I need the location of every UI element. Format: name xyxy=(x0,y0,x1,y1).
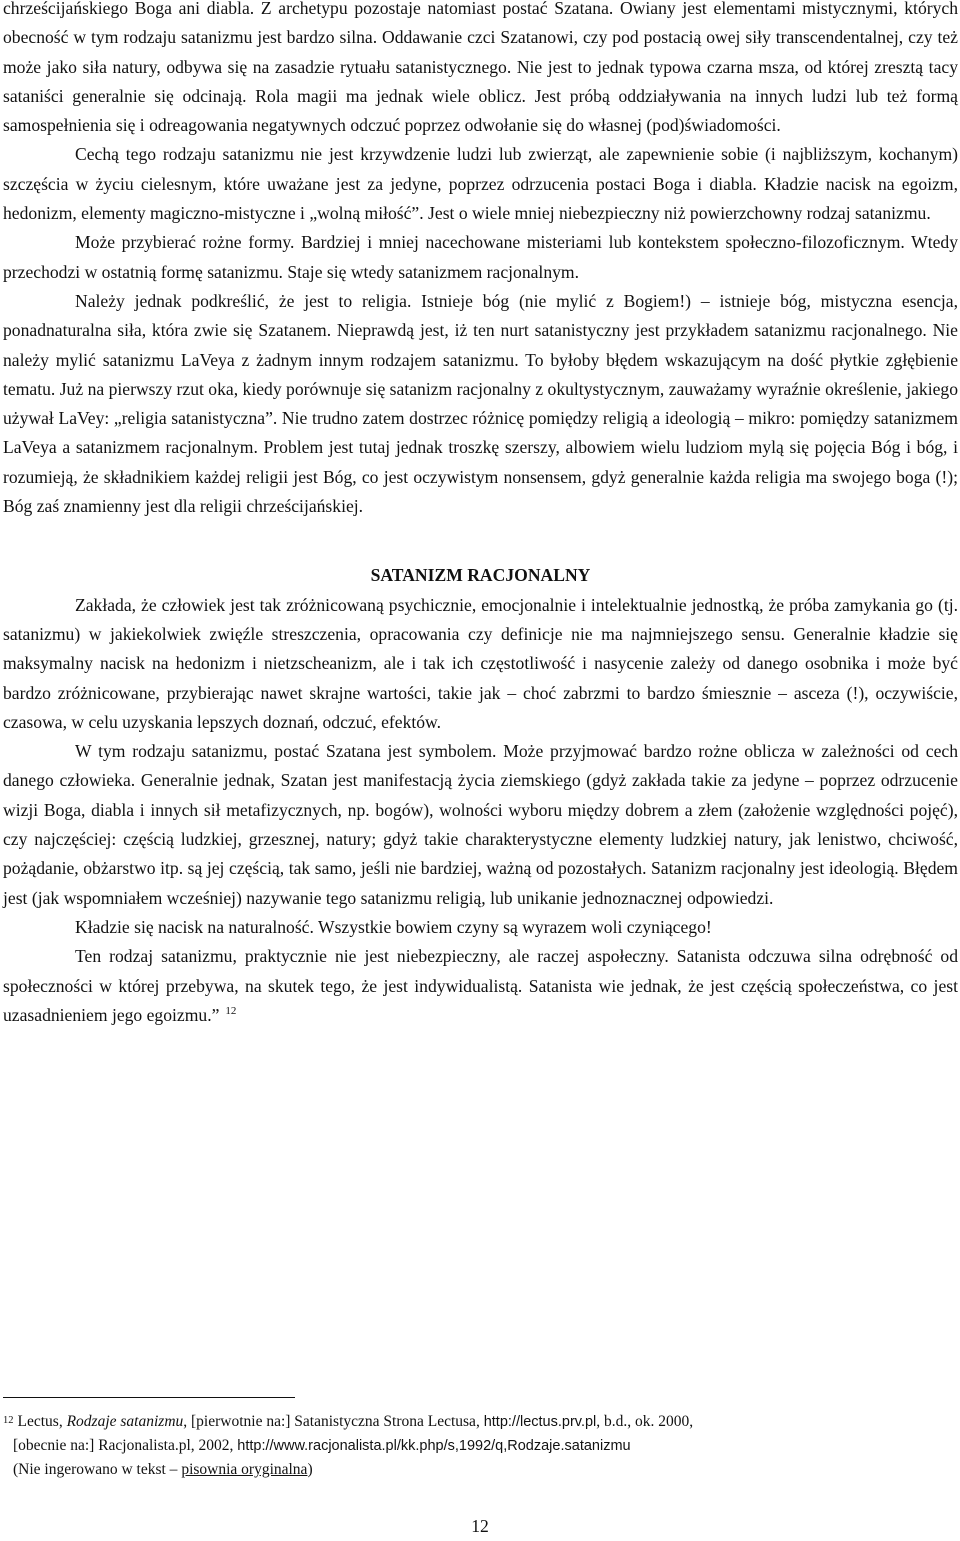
paragraph: Cechą tego rodzaju satanizmu nie jest krzywdzenie ludzi lub zwierząt, ale zapewnienie sobie (i najbliższym, kochanym) szczęścia w życiu cielesnym, które uważane jest za jedyne, poprzez odrzucenia postaci Boga i diabla. Kładzie nacisk na egoizm, hedonizm, elementy magiczno-mistyczne i „wolną miłość”. Jest o wiele mniej niebezpieczny niż powierzchowny rodzaj satanizmu. xyxy=(3,144,958,224)
paragraph: Kładzie się nacisk na naturalność. Wszystkie bowiem czyny są wyrazem woli czyniącego! xyxy=(75,916,712,937)
paragraph: Zakłada, że człowiek jest tak zróżnicowaną psychicznie, emocjonalnie i intelektualnie jednostką, że próba zamykania go (tj. satanizmu) w jakiekolwiek zwięźle streszczenia, opracowania czy definicje nie ma najmniejszego sensu. Generalnie kładzie się maksymalny nacisk na hedonizm i nietzscheanizm, ale i tak ich częstotliwość i nasycenie zależy od danego osobnika i może być bardzo zróżnicowane, przybierając nawet skrajne wartości, takie jak – choć zabrzmi to bardzo śmiesznie – asceza (!), oczywiście, czasowa, w celu uzyskania lepszych doznań, odczuć, efektów. xyxy=(3,594,958,732)
footnote-author: Lectus, xyxy=(17,1413,67,1430)
footnote-current-source: [obecnie na:] Racjonalista.pl, 2002, xyxy=(13,1437,238,1454)
footnote-line-1 xyxy=(3,1409,953,1434)
footnote-source: , [pierwotnie na:] Satanistyczna Strona Lectusa, xyxy=(183,1413,484,1430)
paragraph: W tym rodzaju satanizmu, postać Szatana jest symbolem. Może przyjmować bardzo rożne oblicza w zależności od cech danego człowieka. Generalnie jednak, Szatan jest manifestacją życia ziemskiego (gdyż zakłada takie za jedyne – poprzez odrzucenie wizji Boga, diabla i innych sił metafizycznych, np. bogów), wolności wyboru między dobrem a złem (założenie względności pojęć), czy najczęściej: częścią ludzkiej, grzesznej, natury; gdyż takie charakterystyczne elementy ludzkiej natury, jak lenistwo, chciwość, pożądanie, obżarstwo itp. są jej częścią, tak samo, jeśli nie bardziej, ważną od pozostałych. Satanizm racjonalny jest ideologią. Błędem jest (jak wspomniałem wcześniej) nazywanie tego satanizmu religią, lub unikanie jednoznacznej odpowiedzi. xyxy=(3,741,958,908)
footnote-number: 12 xyxy=(3,1415,14,1426)
paragraph: chrześcijańskiego Boga ani diabla. Z archetypu pozostaje natomiast postać Szatana. Owiany jest elementami mistycznymi, których obecność w tym rodzaju satanizmu jest bardzo silna. Oddawanie czci Szatanowi, czy pod postacią owej siły transcendentalnej, czy też może jako siła natury, odbywa się na zasadzie rytuału satanistycznego. Nie jest to jednak typowa czarna msza, od której zresztą tacy sataniści generalnie się odcinają. Rola magii ma jednak wiele oblicz. Jest próbą oddziaływania na innych ludzi lub też formą samospełnienia się i odreagowania negatywnych odczuć poprzez odwołanie się do własnej (pod)świadomości. xyxy=(3,0,958,136)
footnote-note-end: ) xyxy=(307,1461,313,1478)
paragraph: Należy jednak podkreślić, że jest to religia. Istnieje bóg (nie mylić z Bogiem!) – istnieje bóg, mistyczna esencja, ponadnaturalna siła, która zwie się Szatanem. Nieprawdą jest, iż ten nurt satanistyczny jest przykładem satanizmu racjonalnego. Nie należy mylić satanizmu LaVeya z żadnym innym rodzajem satanizmu. To byłoby błędem wskazującym na dość płytkie zgłębienie tematu. Już na pierwszy rzut oka, kiedy porównuje się satanizm racjonalny z okultystycznym, zauważamy wyraźnie określenie, jakiego używał LaVey: „religia satanistyczna”. Nie trudno zatem dostrzec różnicę pomiędzy religią a ideologią – mikro: pomiędzy satanizmem LaVeya a satanizmem racjonalnym. Problem jest tutaj jednak troszkę szerszy, albowiem wielu ludziom mylą się pojęcia Bóg i bóg, i rozumieją, że składnikiem każdej religii jest Bóg, co jest oczywistym nonsensem, gdyż generalnie każda religia ma swojego boga (!); Bóg zaś znamienny jest dla religii chrześcijańskiej. xyxy=(3,290,958,517)
footnote-line-3 xyxy=(3,1458,953,1482)
paragraph: Może przybierać rożne formy. Bardziej i mniej nacechowane misteriami lub kontekstem społeczno-filozoficznym. Wtedy przechodzi w ostatnią formę satanizmu. Staje się wtedy satanizmem racjonalnym. xyxy=(3,232,958,282)
page-number: 12 xyxy=(471,1516,489,1536)
paragraph-with-footnote xyxy=(3,942,958,1030)
section-heading: SATANIZM RACJONALNY xyxy=(370,565,591,586)
footnote-date: , b.d., ok. 2000, xyxy=(596,1413,694,1430)
footnote-reference[interactable]: 12 xyxy=(225,1004,237,1017)
footnote-line-2 xyxy=(3,1434,953,1458)
footnote-note: (Nie ingerowano w tekst – xyxy=(13,1461,182,1478)
footnote-url-1[interactable]: http://lectus.prv.pl xyxy=(483,1414,597,1430)
footnote-underlined-text: pisownia oryginalna xyxy=(181,1461,308,1478)
footnote-separator xyxy=(3,1397,295,1398)
paragraph-text: Ten rodzaj satanizmu, praktycznie nie jest niebezpieczny, ale raczej aspołeczny. Satanista odczuwa silna odrębność od społeczności w której przebywa, na skutek tego, że jest indywidualistą. Satanista wie jednak, że jest częścią społeczeństwa, co jest uzasadnieniem jego egoizmu.” xyxy=(3,946,958,1025)
footnote-url-2[interactable]: http://www.racjonalista.pl/kk.php/s,1992/q,Rodzaje.satanizmu xyxy=(237,1438,631,1454)
body-text xyxy=(3,0,958,1030)
footnote-title: Rodzaje satanizmu xyxy=(66,1413,184,1430)
footnote xyxy=(3,1409,953,1482)
